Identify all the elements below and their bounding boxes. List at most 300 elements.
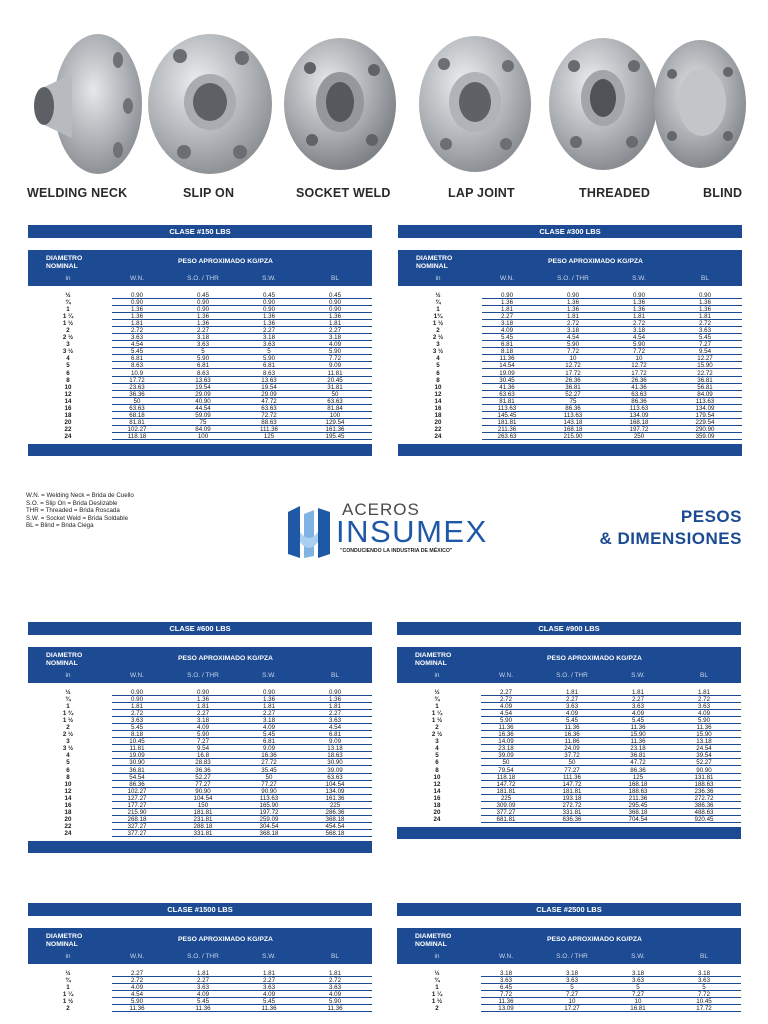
weight-cell: 5 — [267, 348, 271, 356]
weight-cell: 215.90 — [563, 432, 583, 440]
weight-cell: 3.63 — [196, 984, 210, 992]
weight-cell: 8.63 — [262, 369, 276, 377]
nominal-diameter-cell: 18 — [64, 808, 72, 816]
table-row — [28, 738, 372, 745]
weight-cell: 2.27 — [500, 313, 514, 321]
welding-neck-flange-image — [32, 28, 144, 178]
weight-cell: 47.72 — [630, 759, 646, 767]
diametro-nominal-header: DIAMETRO NOMINAL — [415, 652, 452, 667]
weight-cell: 7.72 — [697, 991, 711, 999]
weight-cell: 0.45 — [328, 292, 342, 299]
weight-cell: 9.54 — [698, 348, 712, 356]
nominal-diameter-cell: 1 — [66, 703, 70, 711]
weight-cell: 3.63 — [328, 984, 342, 992]
table-row — [28, 1005, 372, 1012]
row-divider — [481, 1011, 741, 1012]
weight-cell: 2.72 — [130, 327, 144, 335]
nominal-diameter-cell: 2 — [435, 724, 439, 732]
weight-cell: 3.18 — [499, 970, 513, 977]
row-divider — [112, 1011, 372, 1012]
table-row — [397, 703, 741, 710]
weight-cell: 86.36 — [631, 397, 647, 405]
weight-cell: 2.27 — [130, 970, 144, 977]
weight-cell: 147.72 — [562, 780, 582, 788]
brand-name-main: INSUMEX — [336, 514, 488, 549]
weight-cell: 1.81 — [328, 320, 342, 328]
table-body — [397, 970, 741, 1012]
table-row — [398, 320, 742, 327]
weight-cell: 7.27 — [565, 991, 579, 999]
nominal-diameter-cell: 4 — [66, 752, 70, 760]
nominal-diameter-cell: 2 ½ — [62, 334, 74, 342]
weight-cell: 8.18 — [130, 731, 144, 739]
weight-cell: 4.54 — [130, 991, 144, 999]
weight-cell: 88.63 — [261, 418, 277, 426]
weight-cell: 1.81 — [328, 970, 342, 977]
weight-cell: 1.36 — [500, 299, 514, 307]
table-row — [398, 412, 742, 419]
weight-cell: 63.63 — [261, 404, 277, 412]
table-row — [28, 703, 372, 710]
inch-unit-header: in — [65, 672, 71, 679]
weight-cell: 368.18 — [325, 815, 345, 823]
weight-cell: 327.27 — [127, 822, 147, 830]
nominal-diameter-cell: 3 ½ — [432, 348, 444, 356]
weight-cell: 19.54 — [195, 383, 211, 391]
weight-cell: 681.81 — [496, 815, 516, 823]
weight-cell: 1.36 — [262, 313, 276, 321]
weight-cell: 143.18 — [563, 418, 583, 426]
table-row — [397, 788, 741, 795]
weight-cell: 5.90 — [196, 355, 210, 363]
weight-cell: 20.45 — [327, 376, 343, 384]
weight-cell: 1.81 — [328, 703, 342, 711]
nominal-diameter-cell: ¾ — [65, 299, 71, 307]
weight-cell: 14.54 — [499, 362, 515, 370]
nominal-diameter-cell: 2 ½ — [431, 731, 443, 739]
weight-cell: 17.27 — [564, 1005, 580, 1013]
weight-cell: 5.90 — [262, 355, 276, 363]
column-header: W.N. — [498, 672, 514, 679]
weight-cell: 6.81 — [262, 738, 276, 746]
weight-cell: 295.45 — [628, 801, 648, 809]
weight-cell: 118.18 — [496, 773, 516, 781]
page-heading — [599, 506, 742, 550]
nominal-diameter-cell: 24 — [64, 432, 72, 440]
weight-cell: 1.81 — [566, 313, 580, 321]
table-row — [28, 823, 372, 830]
table-body — [397, 689, 741, 823]
weight-cell: 1.36 — [196, 320, 210, 328]
weight-cell: 1.81 — [130, 703, 144, 711]
weight-cell: 0.90 — [328, 306, 342, 314]
weight-cell: 4.54 — [499, 710, 513, 718]
weight-cell: 0.90 — [130, 696, 144, 704]
nominal-diameter-cell: ¾ — [435, 299, 441, 307]
weight-cell: 1.81 — [631, 689, 645, 696]
weight-cell: 2.72 — [328, 977, 342, 985]
table-row — [398, 426, 742, 433]
nominal-diameter-cell: 8 — [66, 376, 70, 384]
weight-cell: 7.27 — [196, 738, 210, 746]
column-header: BL — [700, 953, 708, 960]
table-row — [398, 299, 742, 306]
weight-cell: 211.36 — [497, 425, 517, 433]
table-row — [28, 355, 372, 362]
nominal-diameter-cell: 1 — [435, 703, 439, 711]
weight-cell: 211.36 — [628, 794, 648, 802]
weight-cell: 11.36 — [564, 724, 580, 732]
table-row — [398, 292, 742, 299]
weight-cell: 113.63 — [259, 794, 279, 802]
weight-cell: 1.81 — [262, 970, 276, 977]
weight-cell: 309.09 — [496, 801, 516, 809]
weight-cell: 75 — [569, 397, 577, 405]
weight-cell: 2.27 — [196, 710, 210, 718]
weight-cell: 79.54 — [498, 766, 514, 774]
weight-cell: 36.81 — [129, 766, 145, 774]
weight-cell: 86.36 — [129, 780, 145, 788]
weight-cell: 81.84 — [327, 404, 343, 412]
table-row — [28, 689, 372, 696]
nominal-diameter-cell: 18 — [64, 411, 72, 419]
table-row — [397, 802, 741, 809]
weight-cell: 5 — [201, 348, 205, 356]
weight-cell: 18.63 — [327, 752, 343, 760]
weight-cell: 113.63 — [497, 404, 517, 412]
weight-cell: 1.36 — [262, 696, 276, 704]
weight-cell: 3.63 — [130, 717, 144, 725]
weight-cell: 111.36 — [259, 425, 278, 433]
weight-cell: 7.72 — [632, 348, 646, 356]
weight-cell: 13.09 — [498, 1005, 514, 1013]
nominal-diameter-cell: 2 ½ — [432, 334, 444, 342]
weight-cell: 11.81 — [327, 369, 343, 377]
nominal-diameter-cell: 1 ¾ — [62, 710, 74, 718]
table-header — [28, 250, 372, 286]
nominal-diameter-cell: 1 ½ — [62, 717, 74, 725]
weight-cell: 63.63 — [631, 390, 647, 398]
table-row — [28, 816, 372, 823]
weight-cell: 4.09 — [328, 341, 342, 349]
table-row — [397, 689, 741, 696]
nominal-diameter-cell: 4 — [436, 355, 440, 363]
nominal-diameter-cell: 10 — [434, 383, 442, 391]
weight-cell: 7.27 — [631, 991, 645, 999]
weight-cell: 368.18 — [259, 829, 279, 837]
column-header: BL — [701, 275, 709, 282]
weight-cell: 229.54 — [695, 418, 715, 426]
diametro-nominal-header: DIAMETRO NOMINAL — [46, 255, 83, 270]
column-header: S.W. — [262, 275, 276, 282]
nominal-diameter-cell: 2 ½ — [62, 731, 74, 739]
nominal-diameter-cell: 16 — [64, 404, 72, 412]
table-title: CLASE #600 LBS — [28, 622, 372, 635]
weight-cell: 39.09 — [327, 766, 343, 774]
weight-cell: 2.27 — [262, 977, 276, 985]
nominal-diameter-cell: 4 — [66, 355, 70, 363]
table-row — [398, 384, 742, 391]
nominal-diameter-cell: 6 — [436, 369, 440, 377]
column-header: S.W. — [631, 672, 645, 679]
weight-cell: 77.27 — [564, 766, 580, 774]
table-row — [28, 327, 372, 334]
weight-cell: 636.36 — [562, 815, 582, 823]
weight-cell: 5.90 — [632, 341, 646, 349]
weight-cell: 11.36 — [498, 998, 514, 1006]
caption-threaded: THREADED — [579, 186, 651, 200]
weight-cell: 5.90 — [328, 998, 342, 1006]
nominal-diameter-cell: 18 — [434, 411, 442, 419]
weight-cell: 41.36 — [499, 383, 515, 391]
peso-aproximado-header: PESO APROXIMADO KG/PZA — [178, 258, 273, 265]
weight-cell: 3.63 — [499, 977, 513, 985]
weight-cell: 16.36 — [498, 731, 514, 739]
weight-cell: 19.09 — [499, 369, 515, 377]
legend-line: S.O. = Slip On = Brida Deslizable — [26, 499, 118, 507]
nominal-diameter-cell: 18 — [433, 801, 441, 809]
nominal-diameter-cell: ½ — [65, 689, 71, 696]
weight-cell: 145.45 — [497, 411, 517, 419]
nominal-diameter-cell: 3 — [66, 341, 70, 349]
inch-unit-header: in — [435, 275, 441, 282]
weight-cell: 131.81 — [694, 773, 714, 781]
weight-cell: 30.90 — [327, 759, 343, 767]
nominal-diameter-cell: 1 ¼ — [62, 313, 74, 321]
table-row — [28, 405, 372, 412]
table-row — [28, 745, 372, 752]
weight-cell: 40.90 — [195, 397, 211, 405]
weight-cell: 0.90 — [196, 299, 210, 307]
weight-cell: 11.36 — [696, 724, 712, 732]
weight-cell: 13.63 — [195, 376, 211, 384]
weight-cell: 188.63 — [628, 787, 648, 795]
weight-cell: 1.81 — [130, 320, 144, 328]
weight-cell: 63.63 — [327, 397, 343, 405]
table-row — [28, 299, 372, 306]
nominal-diameter-cell: 3 ½ — [62, 745, 74, 753]
weight-cell: 0.90 — [566, 292, 580, 299]
table-row — [397, 738, 741, 745]
weight-cell: 331.81 — [193, 829, 213, 837]
table-row — [28, 970, 372, 977]
weight-cell: 5.45 — [196, 998, 210, 1006]
flange-captions — [0, 186, 768, 206]
nominal-diameter-cell: ½ — [435, 292, 441, 299]
weight-cell: 2.72 — [697, 696, 711, 704]
table-row — [28, 341, 372, 348]
weight-cell: 4.09 — [631, 710, 645, 718]
weight-cell: 86.36 — [630, 766, 646, 774]
column-header: W.N. — [129, 275, 145, 282]
weight-cell: 5.90 — [130, 998, 144, 1006]
nominal-diameter-cell: 2 — [436, 327, 440, 335]
table-row — [398, 362, 742, 369]
weight-cell: 134.09 — [695, 404, 715, 412]
table-header — [398, 250, 742, 286]
weight-cell: 147.72 — [496, 780, 516, 788]
weight-cell: 225 — [329, 801, 341, 809]
weight-cell: 3.63 — [631, 703, 645, 711]
weight-cell: 11.36 — [630, 738, 646, 746]
weight-cell: 4.54 — [632, 334, 646, 342]
weight-cell: 5 — [570, 984, 574, 992]
table-title: CLASE #300 LBS — [398, 225, 742, 238]
weight-cell: 231.81 — [193, 815, 213, 823]
inch-unit-header: in — [65, 275, 71, 282]
peso-aproximado-header: PESO APROXIMADO KG/PZA — [547, 936, 642, 943]
table-row — [28, 710, 372, 717]
weight-cell: 2.27 — [262, 710, 276, 718]
weight-cell: 30.90 — [129, 759, 145, 767]
table-row — [397, 816, 741, 823]
weight-cell: 129.54 — [325, 418, 345, 426]
weight-cell: 225 — [500, 794, 512, 802]
nominal-diameter-cell: 3 — [66, 738, 70, 746]
peso-aproximado-header: PESO APROXIMADO KG/PZA — [178, 655, 273, 662]
weight-cell: 104.54 — [193, 794, 213, 802]
weight-cell: 63.63 — [129, 404, 145, 412]
nominal-diameter-cell: 20 — [434, 418, 442, 426]
table-row — [28, 384, 372, 391]
weight-cell: 30.45 — [499, 376, 515, 384]
weight-cell: 2.27 — [499, 689, 513, 696]
weight-cell: 50 — [568, 759, 576, 767]
table-row — [28, 795, 372, 802]
weight-cell: 2.27 — [631, 696, 645, 704]
weight-cell: 1.36 — [196, 313, 210, 321]
weight-cell: 22.72 — [697, 369, 713, 377]
nominal-diameter-cell: 20 — [64, 815, 72, 823]
table-row — [397, 977, 741, 984]
weight-cell: 2.72 — [632, 320, 646, 328]
weight-cell: 15.90 — [696, 731, 712, 739]
inch-unit-header: in — [434, 953, 440, 960]
nominal-diameter-cell: ½ — [65, 970, 71, 977]
table-header — [397, 647, 741, 683]
brand-tagline: "CONDUCIENDO LA INDUSTRIA DE MÉXICO" — [340, 548, 453, 554]
weight-cell: 12.72 — [565, 362, 581, 370]
weight-cell: 50 — [265, 773, 273, 781]
weight-cell: 59.09 — [195, 411, 211, 419]
weight-cell: 77.27 — [261, 780, 277, 788]
lap-joint-flange-image — [416, 28, 534, 178]
column-header: W.N. — [129, 953, 145, 960]
weight-cell: 5.45 — [565, 717, 579, 725]
weight-cell: 81.81 — [499, 397, 515, 405]
weight-cell: 3.18 — [632, 327, 646, 335]
weight-cell: 37.72 — [564, 752, 580, 760]
table-row — [398, 355, 742, 362]
table-row — [28, 774, 372, 781]
weight-cell: 13.18 — [696, 738, 712, 746]
table-row — [28, 306, 372, 313]
nominal-diameter-cell: 24 — [433, 815, 441, 823]
nominal-diameter-cell: 24 — [64, 829, 72, 837]
weight-cell: 3.18 — [262, 334, 276, 342]
nominal-diameter-cell: 16 — [433, 794, 441, 802]
weight-cell: 4.09 — [697, 710, 711, 718]
weight-cell: 15.90 — [697, 362, 713, 370]
table-row — [397, 970, 741, 977]
weight-cell: 134.09 — [325, 787, 345, 795]
nominal-diameter-cell: 8 — [435, 766, 439, 774]
weight-cell: 11.86 — [564, 738, 580, 746]
weight-cell: 304.54 — [259, 822, 279, 830]
weight-cell: 52.27 — [565, 390, 581, 398]
table-row — [397, 984, 741, 991]
nominal-diameter-cell: ¾ — [434, 977, 440, 985]
row-divider — [481, 822, 741, 823]
caption-lap-joint: LAP JOINT — [448, 186, 515, 200]
weight-cell: 54.54 — [129, 773, 145, 781]
logo-mark-icon — [284, 504, 334, 560]
weight-cell: 3.63 — [328, 717, 342, 725]
weight-cell: 5.45 — [698, 334, 712, 342]
weight-cell: 4.54 — [130, 341, 144, 349]
weight-cell: 5.90 — [196, 731, 210, 739]
diametro-nominal-header: DIAMETRO NOMINAL — [46, 652, 83, 667]
weight-cell: 11.81 — [129, 745, 145, 753]
weight-cell: 179.54 — [695, 411, 715, 419]
weight-cell: 1.36 — [698, 306, 712, 314]
nominal-diameter-cell: ½ — [434, 970, 440, 977]
weight-cell: 5.45 — [500, 334, 514, 342]
weight-cell: 11.36 — [630, 724, 646, 732]
nominal-diameter-cell: 1 ¼ — [62, 991, 74, 999]
weight-cell: 3.63 — [697, 977, 711, 985]
peso-aproximado-header: PESO APROXIMADO KG/PZA — [178, 936, 273, 943]
weight-cell: 23.63 — [129, 383, 145, 391]
weight-cell: 36.36 — [129, 390, 145, 398]
weight-cell: 10 — [568, 998, 576, 1006]
weight-cell: 11.36 — [129, 1005, 145, 1013]
column-header: S.O. / THR — [556, 672, 588, 679]
inch-unit-header: in — [65, 953, 71, 960]
weight-cell: 1.36 — [632, 299, 646, 307]
column-header: BL — [331, 672, 339, 679]
table-row — [398, 348, 742, 355]
nominal-diameter-cell: 10 — [64, 780, 72, 788]
weight-cell: 52.27 — [696, 759, 712, 767]
weight-cell: 11.36 — [327, 1005, 343, 1013]
weight-cell: 2.27 — [565, 696, 579, 704]
weight-cell: 6.45 — [499, 984, 513, 992]
table-body — [28, 292, 372, 440]
nominal-diameter-cell: 10 — [64, 383, 72, 391]
table-row — [28, 977, 372, 984]
weight-cell: 16.81 — [630, 1005, 646, 1013]
weight-cell: 1.36 — [130, 306, 144, 314]
weight-cell: 0.90 — [698, 292, 712, 299]
table-row — [398, 306, 742, 313]
caption-slip-on: SLIP ON — [183, 186, 235, 200]
weight-cell: 12.27 — [697, 355, 713, 363]
weight-cell: 6.81 — [262, 362, 276, 370]
table-row — [28, 419, 372, 426]
weight-cell: 1.81 — [262, 703, 276, 711]
weight-cell: 263.63 — [497, 432, 517, 440]
weight-cell: 7.27 — [698, 341, 712, 349]
table-title: CLASE #900 LBS — [397, 622, 741, 635]
slip-on-flange-image — [144, 28, 276, 178]
table-row — [28, 292, 372, 299]
weight-cell: 15.90 — [630, 731, 646, 739]
table-title: CLASE #1500 LBS — [28, 903, 372, 916]
table-row — [397, 809, 741, 816]
nominal-diameter-cell: ¾ — [65, 977, 71, 985]
weight-cell: 3.18 — [328, 334, 342, 342]
